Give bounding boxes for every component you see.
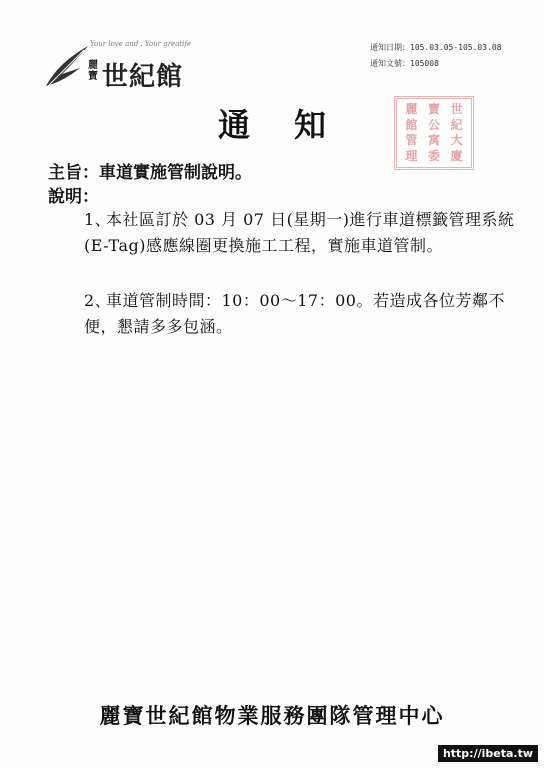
seal-char: 廈 [450,148,463,163]
seal-char: 館 [405,117,418,132]
footer-signature: 麗寶世紀館物業服務團隊管理中心 [99,703,445,728]
notice-date: 通知日期：105.03.05-105.03.08 [370,43,502,52]
seal-char: 世 [450,102,463,116]
list-item [84,207,524,259]
list-item [84,288,524,340]
page-title: 通知 [217,106,370,144]
seal-char: 大 [450,133,463,147]
seal-char: 寶 [427,102,440,116]
item-text: 本社區訂於 03 月 07 日(星期一)進行車道標籤管理系統(E-Tag)感應線圈更換施工工程，實施車道管制。 [84,210,515,255]
item-text: 車道管制時間：10：00～17：00。若造成各位芳鄰不便，懇請多多包涵。 [84,291,505,336]
seal-char: 麗 [405,102,418,116]
seal-char: 紀 [450,117,463,132]
seal-char: 委 [427,148,440,163]
explanation-label: 說明： [48,187,99,207]
seal-char: 公 [427,117,440,132]
logo-name: 世紀館 [102,62,184,92]
watermark-url: http://ibeta.tw [438,745,538,762]
item-number: 1、 [84,210,112,229]
seal-char: 管 [405,133,418,147]
feather-logo-icon [44,42,92,88]
seal-char: 寓 [427,133,440,147]
company-logo [44,40,194,90]
logo-tagline: Your love and . Your greatife [90,40,192,48]
item-number: 2、 [84,291,112,310]
logo-small-text: 麗寶 [88,60,98,82]
seal-char: 理 [405,148,418,163]
subject-line: 主旨：車道實施管制說明。 [48,163,252,183]
notice-meta [370,40,502,72]
notice-number: 通知文號：105008 [370,59,439,68]
